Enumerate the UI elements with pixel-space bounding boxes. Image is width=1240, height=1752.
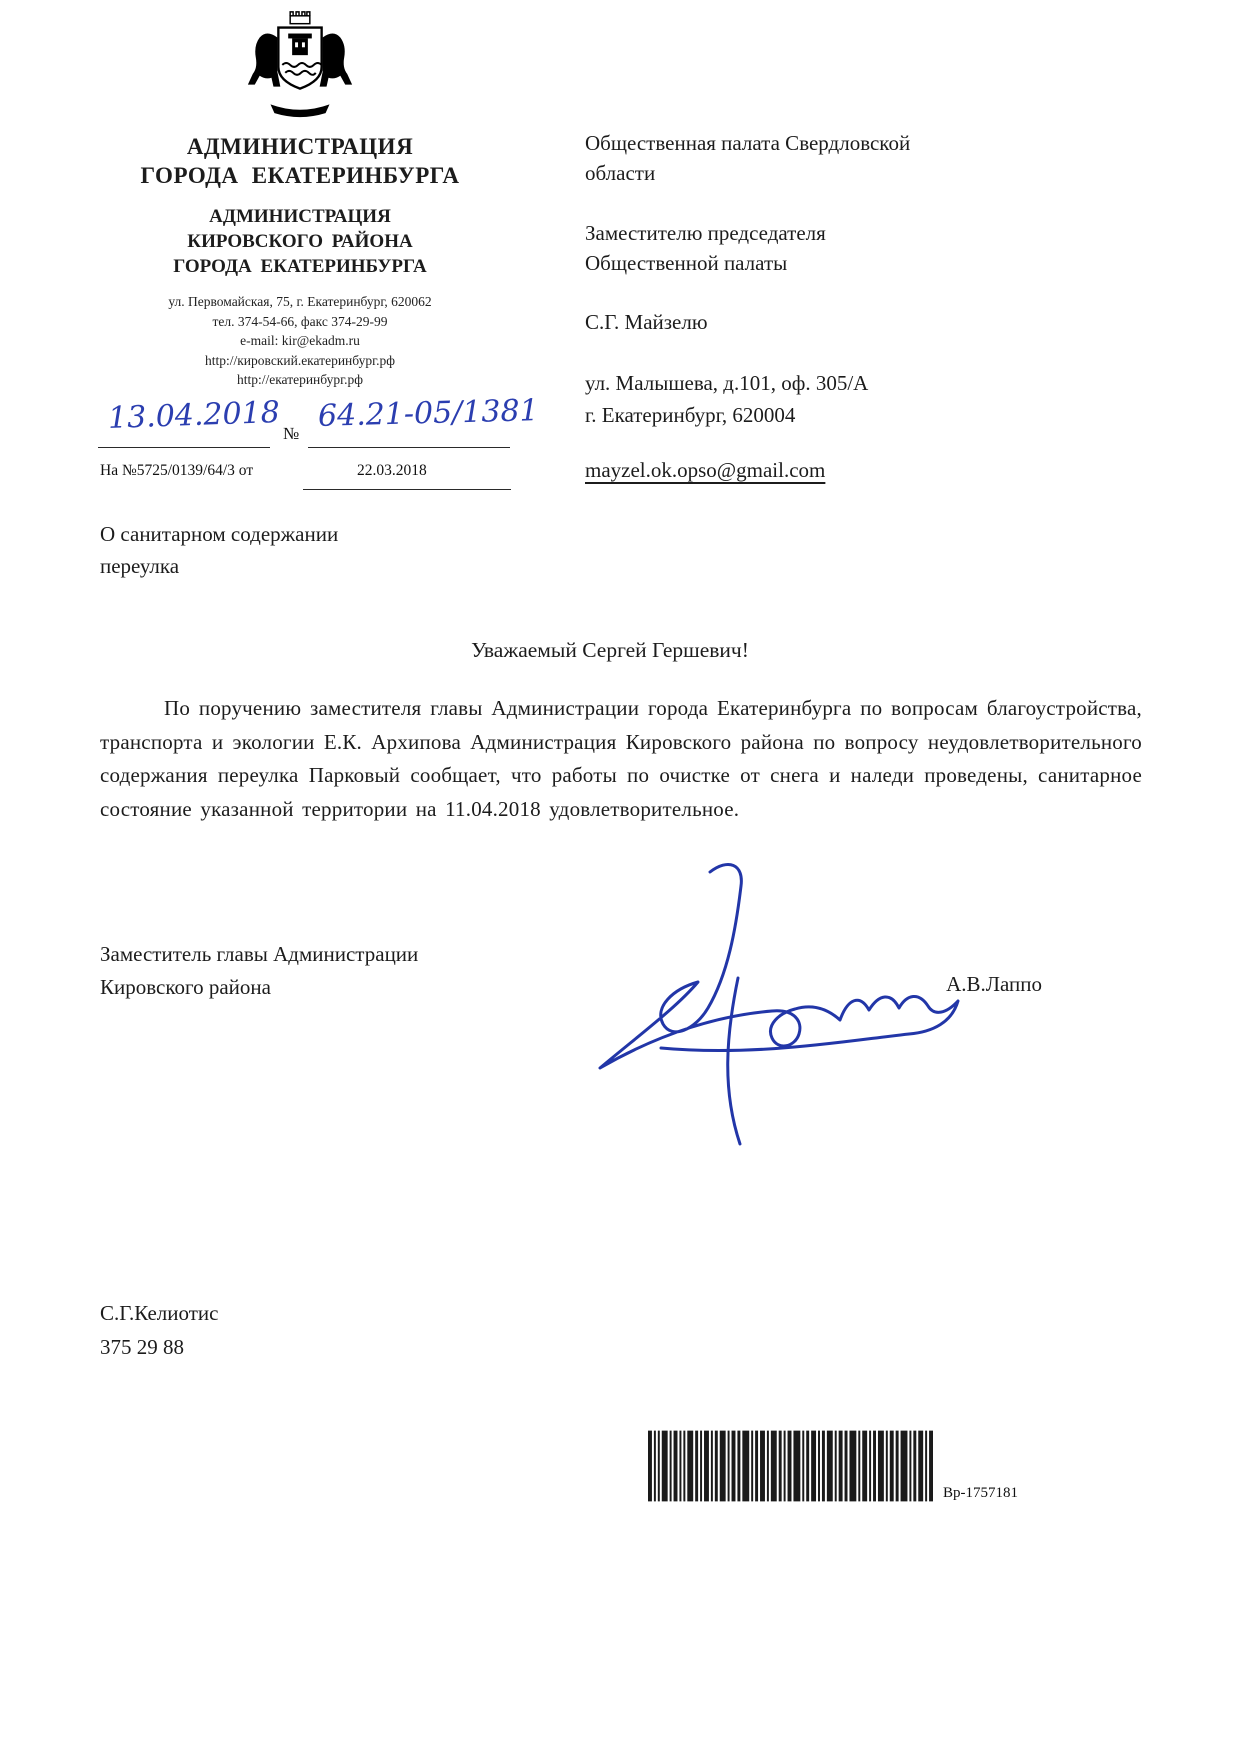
subject-line: О санитарном содержании переулка bbox=[100, 522, 339, 578]
left-supporter bbox=[248, 34, 280, 87]
executor-phone: 375 29 88 bbox=[100, 1335, 184, 1359]
letterhead-site1: http://кировский.екатеринбург.рф bbox=[204, 352, 396, 368]
recipient-position: Заместителю председателя Общественной палаты bbox=[585, 221, 826, 275]
handwritten-date: 13.04.2018 bbox=[107, 395, 281, 436]
recipient-org: Общественная палата Свердловской области bbox=[585, 131, 911, 185]
org-name-line1: АДМИНИСТРАЦИЯ bbox=[186, 134, 414, 159]
letterhead bbox=[80, 8, 520, 390]
signer-position-line2: Кировского района bbox=[100, 975, 271, 999]
incoming-date: 22.03.2018 bbox=[357, 462, 427, 479]
letterhead-phone: тел. 374-54-66, факс 374-29-99 bbox=[212, 313, 388, 329]
dept-name-line2: КИРОВСКОГО РАЙОНА bbox=[187, 231, 413, 252]
letterhead-email: e-mail: kir@ekadm.ru bbox=[240, 333, 360, 348]
letterhead-site2: http://екатеринбург.рф bbox=[236, 372, 364, 387]
handwritten-outgoing-number: 64.21-05/1381 bbox=[317, 393, 540, 434]
barcode-image bbox=[648, 1430, 933, 1502]
incoming-reference: На №5725/0139/64/3 от bbox=[100, 462, 254, 479]
signer-name: А.В.Лаппо bbox=[946, 972, 1042, 996]
coat-of-arms-icon bbox=[241, 8, 359, 120]
right-supporter bbox=[320, 34, 352, 87]
dept-name-line3: ГОРОДА ЕКАТЕРИНБУРГА bbox=[173, 256, 427, 277]
recipient-city: г. Екатеринбург, 620004 bbox=[585, 403, 796, 427]
date-underline bbox=[98, 447, 270, 448]
letterhead-contacts bbox=[80, 292, 520, 390]
letterhead-address: ул. Первомайская, 75, г. Екатеринбург, 620062 bbox=[168, 294, 432, 309]
incoming-underline bbox=[303, 489, 511, 490]
number-underline bbox=[308, 447, 510, 448]
number-sign-label: № bbox=[283, 424, 300, 443]
org-name-line2: ГОРОДА ЕКАТЕРИНБУРГА bbox=[140, 163, 460, 188]
salutation: Уважаемый Сергей Гершевич! bbox=[471, 638, 749, 662]
barcode bbox=[648, 1430, 933, 1507]
recipient-street: ул. Малышева, д.101, оф. 305/А bbox=[585, 371, 869, 395]
dept-name bbox=[80, 204, 520, 279]
body-paragraph: По поручению заместителя главы Администрации города Екатеринбурга по вопросам благоустройства, транспорта и экологии Е.К. Архипова Администрация Кировского района по вопросу неудовлетворительного содержания переулка Парковый сообщает, что работы по очистке от снега и наледи проведены, санитарное состояние указанной территории на 11.04.2018 удовлетворительное. bbox=[100, 696, 1142, 821]
signer-position-line1: Заместитель главы Администрации bbox=[100, 942, 419, 966]
executor-name: С.Г.Келиотис bbox=[100, 1301, 219, 1325]
barcode-label: Bp-1757181 bbox=[943, 1485, 1018, 1501]
recipient-email: mayzel.ok.opso@gmail.com bbox=[585, 458, 826, 482]
dept-name-line1: АДМИНИСТРАЦИЯ bbox=[209, 206, 391, 227]
signer-position bbox=[100, 938, 530, 1004]
signature-image bbox=[590, 860, 1050, 1160]
executor-block bbox=[100, 1296, 218, 1364]
recipient-name: С.Г. Майзелю bbox=[585, 310, 708, 334]
